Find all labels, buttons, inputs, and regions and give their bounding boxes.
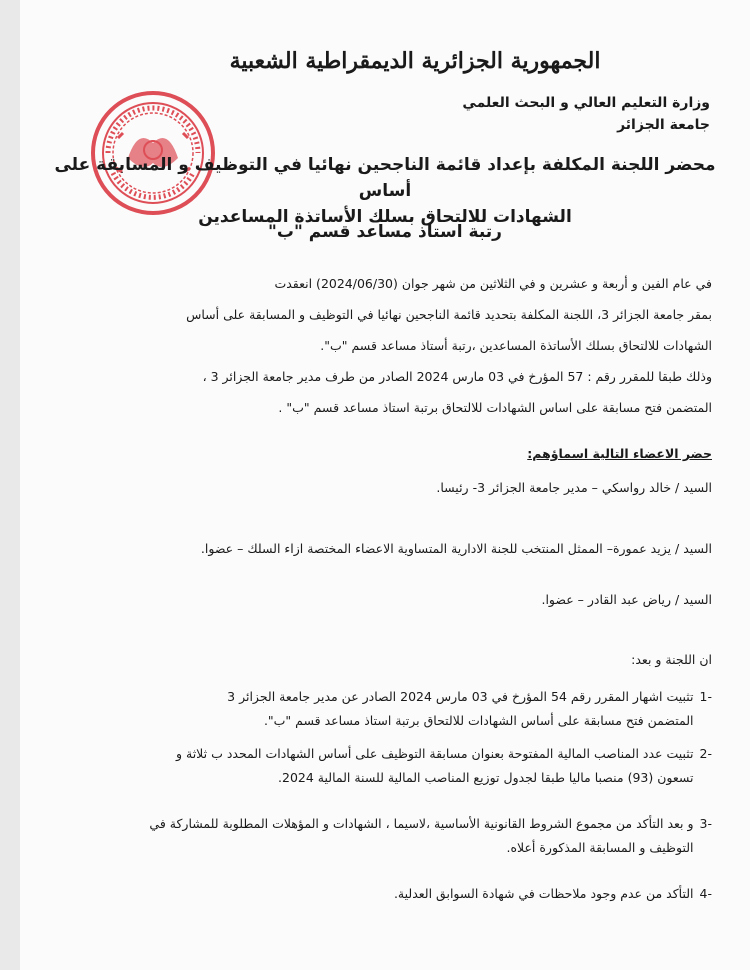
republic-heading: الجمهورية الجزائرية الديمقراطية الشعبية xyxy=(229,48,601,74)
document-title xyxy=(50,152,720,230)
title-line-2: الشهادات للالتحاق بسلك الأساتذة المساعدين xyxy=(198,207,572,227)
rank-subtitle: رتبة استاذ مساعد قسم "ب" xyxy=(268,222,502,242)
intro-line-1: في عام الفين و أربعة و عشرين و في الثلاثين من شهر جوان (2024/06/30) انعقدت xyxy=(274,276,712,291)
committee-intro: ان اللجنة و بعد: xyxy=(631,652,712,667)
decision-item-3 xyxy=(66,812,712,860)
intro-line-5: المتضمن فتح مسابقة على اساس الشهادات للالتحاق برتبة استاذ مساعد قسم "ب" . xyxy=(278,400,712,415)
item-number: -2 xyxy=(699,746,712,761)
item-number: -1 xyxy=(699,689,712,704)
decision-item-1 xyxy=(66,685,712,733)
item-line: التوظيف و المسابقة المذكورة أعلاه. xyxy=(506,840,694,855)
member-2: السيد / يزيد عمورة– الممثل المنتخب للجنة الادارية المتساوية الاعضاء المختصة ازاء السلك – عضوا. xyxy=(200,541,712,556)
item-line: التأكد من عدم وجود ملاحظات في شهادة السوابق العدلية. xyxy=(393,886,694,901)
intro-line-3: الشهادات للالتحاق بسلك الأساتذة المساعدين ،رتبة أستاذ مساعد قسم "ب". xyxy=(320,338,712,353)
ministry-block xyxy=(462,92,710,136)
item-text xyxy=(66,812,694,860)
title-line-1: محضر اللجنة المكلفة بإعداد قائمة الناجحين نهائيا في التوظيف و المسابقة على أساس xyxy=(54,155,716,201)
item-line: تسعون (93) منصبا ماليا طبقا لجدول توزيع المناصب المالية للسنة المالية 2024. xyxy=(278,770,694,785)
intro-line-4: وذلك طبقا للمقرر رقم : 57 المؤرخ في 03 مارس 2024 الصادر من طرف مدير جامعة الجزائر 3 ، xyxy=(202,369,712,384)
item-line: المتضمن فتح مسابقة على أساس الشهادات للالتحاق برتبة استاذ مساعد قسم "ب". xyxy=(263,713,694,728)
item-number: -3 xyxy=(699,816,712,831)
item-text xyxy=(66,685,694,733)
item-text xyxy=(66,742,694,790)
intro-paragraph xyxy=(58,268,712,423)
item-number: -4 xyxy=(699,886,712,901)
member-1: السيد / خالد رواسكي – مدير جامعة الجزائر 3- رئيسا. xyxy=(436,480,712,495)
document-page xyxy=(20,0,750,970)
attendees-heading: حضر الاعضاء التالية اسماؤهم: xyxy=(527,446,712,461)
item-line: و بعد التأكد من مجموع الشروط القانونية الأساسية ،لاسيما ، الشهادات و المؤهلات المطلوبة للمشاركة في xyxy=(149,816,694,831)
university-name: جامعة الجزائر xyxy=(617,117,710,133)
decision-item-4 xyxy=(66,882,712,906)
item-text xyxy=(66,882,694,906)
member-3: السيد / رياض عبد القادر – عضوا. xyxy=(541,592,712,607)
item-line: تثبيت اشهار المقرر رقم 54 المؤرخ في 03 مارس 2024 الصادر عن مدير جامعة الجزائر 3 xyxy=(227,689,694,704)
ministry-name: وزارة التعليم العالي و البحث العلمي xyxy=(462,95,710,111)
item-line: تثبيت عدد المناصب المالية المفتوحة بعنوان مسابقة التوظيف على أساس الشهادات المحدد ب ثلاثة و xyxy=(175,746,694,761)
decision-item-2 xyxy=(66,742,712,790)
intro-line-2: بمقر جامعة الجزائر 3، اللجنة المكلفة بتحديد قائمة الناجحين نهائيا في التوظيف و المسابقة على أساس xyxy=(186,307,712,322)
